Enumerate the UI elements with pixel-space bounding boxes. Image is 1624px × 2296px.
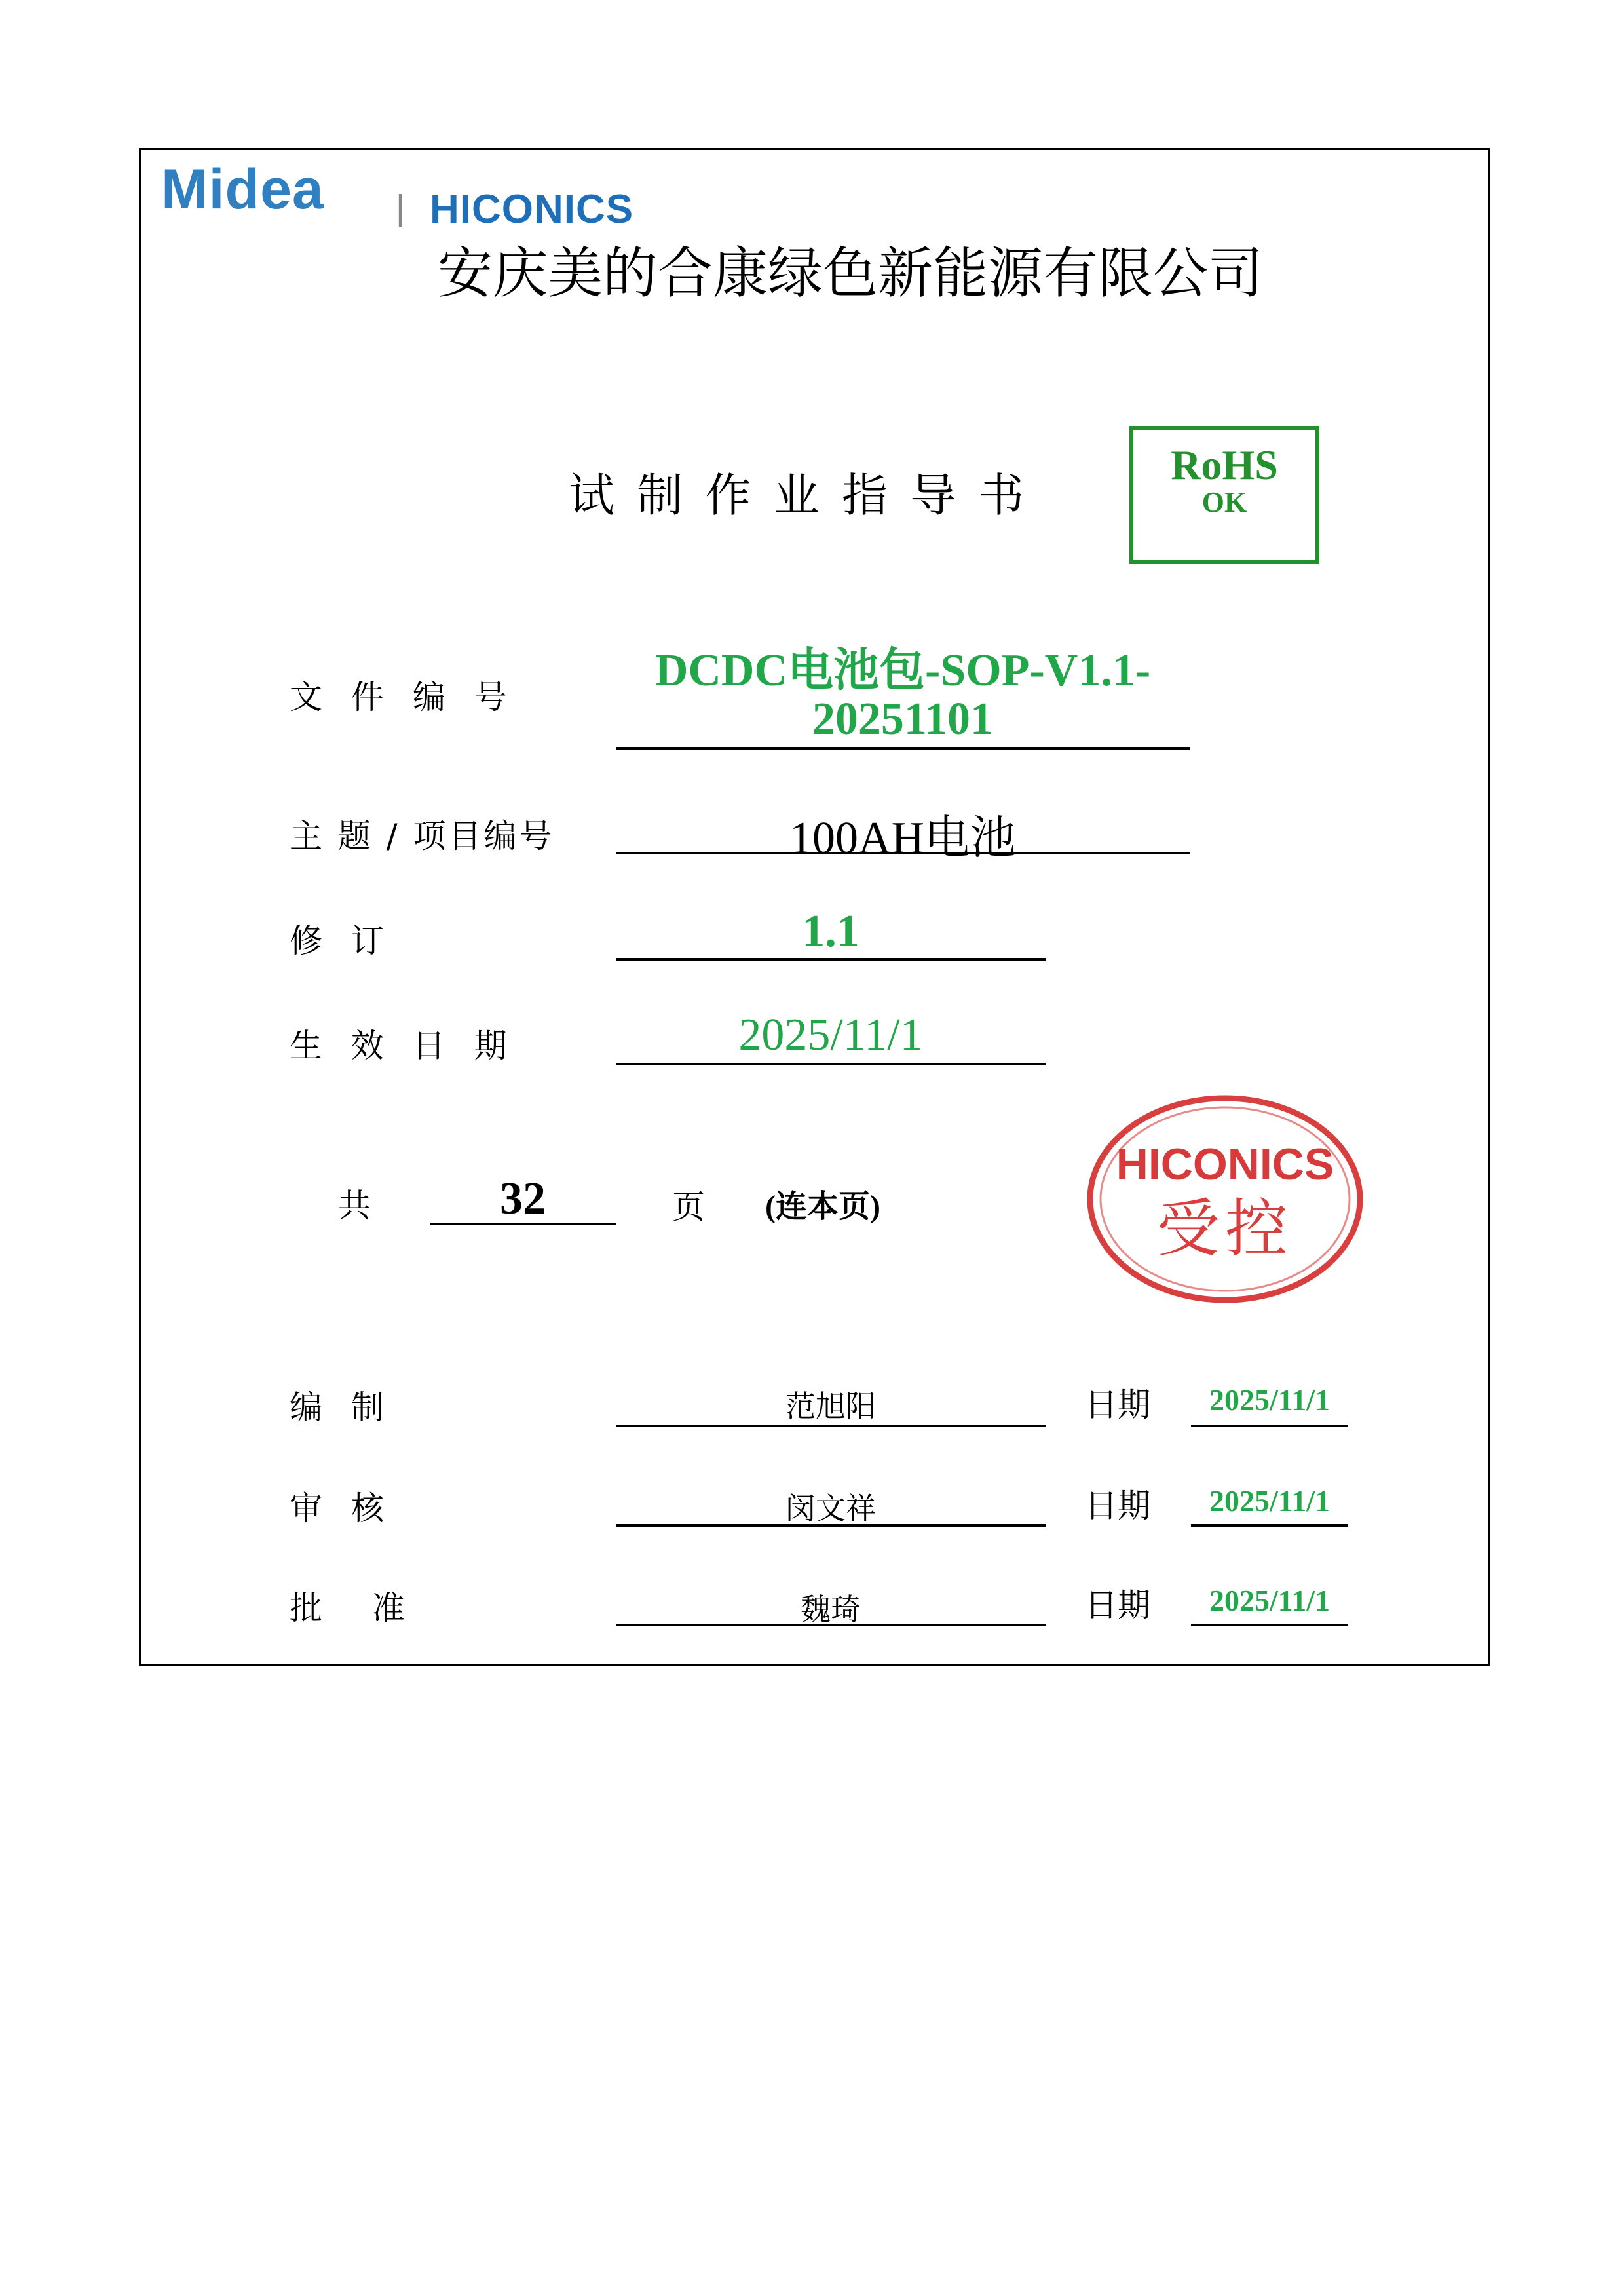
- stamp-brand: HICONICS: [1116, 1139, 1334, 1189]
- hiconics-logo: HICONICS: [430, 187, 634, 232]
- file-number-label: 文 件 编 号: [290, 678, 516, 716]
- page-count-prefix: 共: [338, 1187, 371, 1225]
- signature-name-underline: [616, 1425, 1046, 1427]
- revision-label: 修 订: [290, 922, 393, 960]
- signature-role: 编 制: [290, 1388, 393, 1426]
- signature-date-underline: [1191, 1524, 1348, 1527]
- page-count-suffix: 页: [672, 1188, 705, 1226]
- page-count-value: 32: [500, 1174, 546, 1224]
- midea-logo: [161, 157, 324, 222]
- signature-date-label: 日期: [1085, 1386, 1150, 1424]
- controlled-stamp: [1081, 1088, 1369, 1311]
- page-count-note: (连本页): [765, 1189, 880, 1224]
- file-number-value-line1: DCDC电池包-SOP-V1.1-: [654, 645, 1151, 696]
- revision-value: 1.1: [802, 906, 859, 957]
- page-count-underline: [430, 1223, 616, 1225]
- signature-date-label: 日期: [1085, 1487, 1150, 1525]
- file-number-underline: [616, 747, 1190, 750]
- signature-date: 2025/11/1: [1209, 1383, 1331, 1417]
- effective-date-value: 2025/11/1: [738, 1010, 923, 1060]
- rohs-label: RoHS: [1171, 442, 1278, 488]
- signature-name: 魏琦: [801, 1592, 861, 1627]
- signature-date: 2025/11/1: [1209, 1484, 1331, 1518]
- effective-date-label: 生 效 日 期: [290, 1027, 516, 1065]
- document-title: 试 制 作 业 指 导 书: [569, 469, 1029, 522]
- effective-date-underline: [616, 1063, 1046, 1065]
- midea-logo-text: Midea: [161, 158, 324, 221]
- file-number-value-line2: 20251101: [812, 694, 994, 744]
- signature-name: 范旭阳: [785, 1388, 876, 1424]
- signature-date-label: 日期: [1085, 1586, 1150, 1624]
- logo-separator: |: [396, 188, 406, 227]
- signature-date-underline: [1191, 1425, 1348, 1427]
- stamp-text: 受控: [1157, 1192, 1293, 1265]
- signature-role: 批 准: [290, 1589, 425, 1627]
- subject-label: 主 题 / 项目编号: [290, 817, 555, 855]
- signature-date-underline: [1191, 1624, 1348, 1626]
- signature-name-underline: [616, 1524, 1046, 1527]
- revision-underline: [616, 958, 1046, 961]
- company-name: 安庆美的合康绿色新能源有限公司: [438, 241, 1264, 305]
- signature-role: 审 核: [290, 1489, 393, 1527]
- rohs-badge: [1129, 426, 1319, 564]
- rohs-status: OK: [1201, 486, 1247, 518]
- signature-name-underline: [616, 1624, 1046, 1626]
- subject-value: 100AH电池: [789, 813, 1017, 864]
- signature-date: 2025/11/1: [1209, 1584, 1331, 1617]
- signature-name: 闵文祥: [785, 1491, 876, 1526]
- subject-underline: [616, 852, 1190, 854]
